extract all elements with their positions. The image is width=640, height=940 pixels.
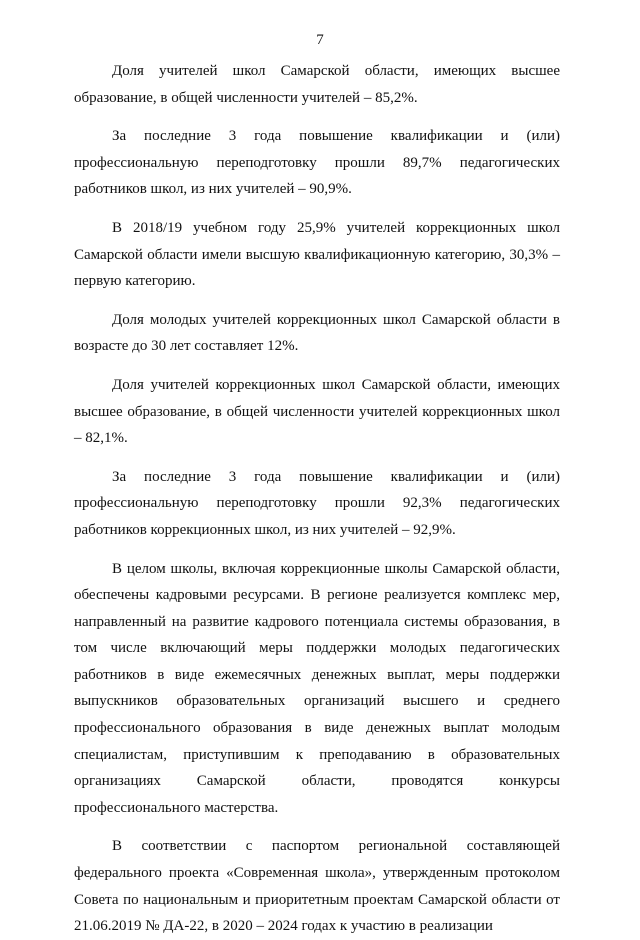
paragraph: За последние 3 года повышение квалификации и (или) профессиональную переподготовку прошли 89,7% педагогических работников школ, из них учителей – 90,9%. <box>74 128 560 198</box>
paragraph: В целом школы, включая коррекционные школы Самарской области, обеспечены кадровыми ресурсами. В регионе реализуется комплекс мер, направленный на развитие кадрового потенциала системы образования, в том числе включающий меры поддержки молодых педагогических работников в виде ежемесячных денежных выплат, меры поддержки выпускников образовательных организаций высшего и среднего профессионального образования в виде денежных выплат молодым специалистам, приступившим к преподаванию в образовательных организациях Самарской области, проводятся конкурсы профессионального мастерства. <box>74 560 560 816</box>
body-text <box>74 58 560 940</box>
paragraph: Доля учителей коррекционных школ Самарской области, имеющих высшее образование, в общей численности учителей коррекционных школ – 82,1%. <box>74 376 560 447</box>
paragraph: За последние 3 года повышение квалификации и (или) профессиональную переподготовку прошли 92,3% педагогических работников коррекционных школ, из них учителей – 92,9%. <box>74 468 560 538</box>
paragraph: В 2018/19 учебном году 25,9% учителей коррекционных школ Самарской области имели высшую квалификационную категорию, 30,3% – первую категорию. <box>74 219 560 290</box>
paragraph: Доля учителей школ Самарской области, имеющих высшее образование, в общей численности учителей – 85,2%. <box>74 63 560 106</box>
paragraph: В соответствии с паспортом региональной составляющей федерального проекта «Современная школа», утвержденным протоколом Совета по национальным и приоритетным проектам Самарской области от 21.06.2019 № ДА-22, в 2020 – 2024 годах к участию в реализации <box>74 838 560 935</box>
paragraph: Доля молодых учителей коррекционных школ Самарской области в возрасте до 30 лет составляет 12%. <box>74 311 560 355</box>
page-number: 7 <box>316 32 324 48</box>
